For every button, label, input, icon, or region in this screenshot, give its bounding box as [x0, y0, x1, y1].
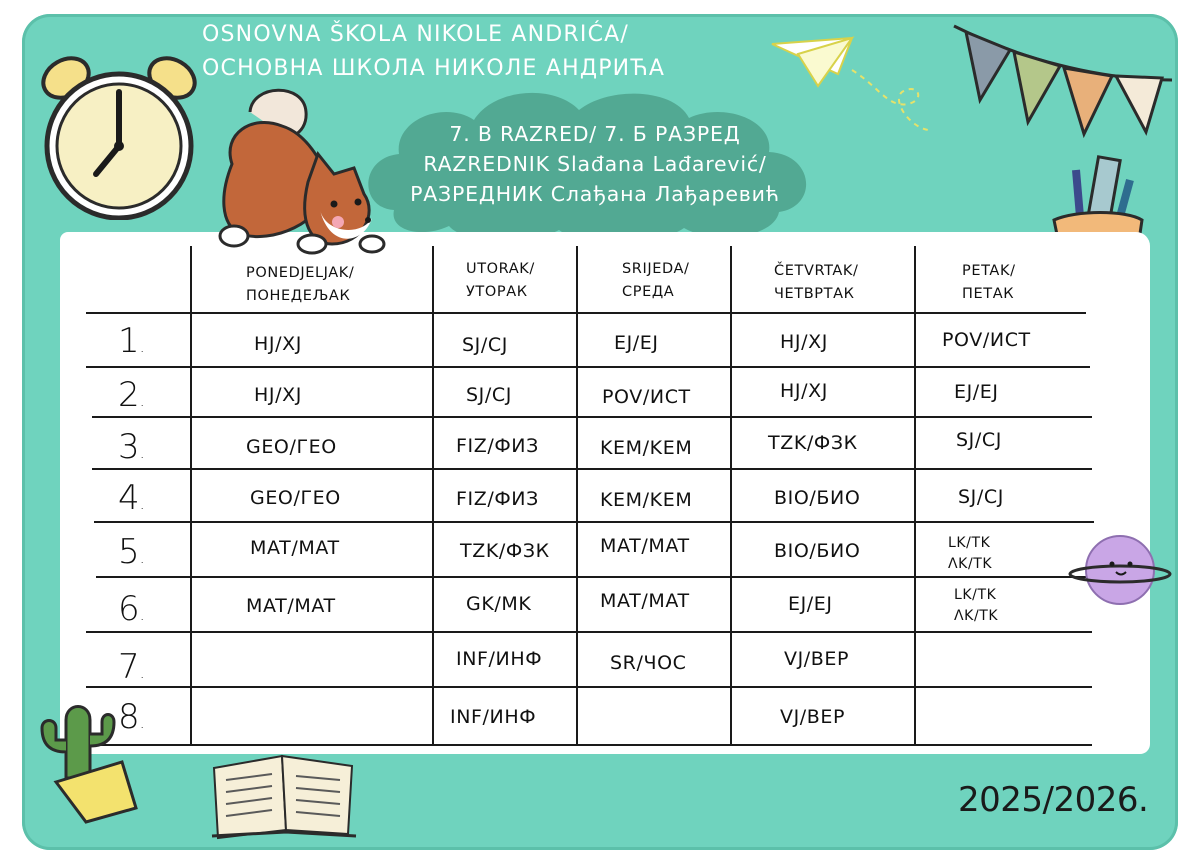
- table-line: [94, 521, 1094, 523]
- table-line: [86, 312, 1086, 314]
- subject-cell: BIO/БИО: [774, 540, 861, 562]
- period-number: 4.: [118, 478, 145, 518]
- subject-cell: GEO/ГЕО: [246, 436, 337, 458]
- subject-cell: KEM/KEM: [600, 437, 693, 459]
- alarm-clock-icon: [34, 48, 204, 220]
- subject-cell: TZK/ФЗК: [768, 432, 858, 454]
- table-line: [96, 576, 1092, 578]
- subject-cell: EJ/EJ: [788, 593, 833, 615]
- day-header-monday: PONEDJELJAK/ ПОНЕДЕЉАК: [246, 265, 355, 304]
- shiba-dog-illustration: [212, 84, 392, 260]
- open-book-icon: [206, 750, 362, 842]
- subject-cell: MAT/MAT: [600, 535, 690, 557]
- table-line: [730, 246, 732, 746]
- subject-cell: EJ/EJ: [614, 332, 659, 354]
- subject-cell: VJ/BEP: [784, 648, 850, 670]
- table-line: [86, 366, 1090, 368]
- subject-cell: HJ/XJ: [254, 384, 302, 406]
- table-line: [92, 416, 1092, 418]
- period-number: 7.: [118, 647, 145, 687]
- period-number: 1.: [118, 321, 145, 361]
- subject-cell: GEO/ГЕО: [250, 487, 341, 509]
- teacher-cyrillic: РАЗРЕДНИК Слађана Лађаревић: [410, 182, 780, 206]
- subject-cell: LK/TK ΛK/TK: [954, 587, 999, 624]
- table-line: [86, 631, 1092, 633]
- planet-icon: [1068, 530, 1172, 612]
- subject-cell: GK/MK: [466, 593, 532, 615]
- day-header-thursday: ČETVRTAK/ ЧЕТВРТАК: [774, 263, 859, 302]
- period-number: 5.: [118, 532, 145, 572]
- subject-cell: INF/ИНФ: [456, 648, 543, 670]
- table-line: [914, 246, 916, 746]
- period-number: 6.: [118, 589, 145, 629]
- school-year: 2025/2026.: [958, 780, 1149, 820]
- table-line: [86, 744, 1092, 746]
- subject-cell: POV/ИСТ: [602, 386, 691, 408]
- subject-cell: HJ/XJ: [780, 331, 828, 353]
- teacher-latin: RAZREDNIK Slađana Lađarević/: [423, 152, 767, 176]
- subject-cell: SJ/CJ: [958, 486, 1004, 508]
- subject-cell: SJ/CJ: [956, 429, 1002, 451]
- subject-cell: FIZ/ФИЗ: [456, 435, 539, 457]
- day-header-wednesday: SRIJEDA/ СРЕДА: [622, 261, 690, 300]
- day-header-friday: PETAK/ ПЕТАК: [962, 263, 1016, 302]
- subject-cell: SR/ЧОС: [610, 652, 687, 674]
- subject-cell: MAT/MAT: [250, 537, 340, 559]
- subject-cell: HJ/XJ: [780, 380, 828, 402]
- table-line: [86, 686, 1092, 688]
- subject-cell: FIZ/ФИЗ: [456, 488, 539, 510]
- table-line: [432, 246, 434, 746]
- period-number: 3.: [118, 427, 145, 467]
- subject-cell: KEM/KEM: [600, 489, 693, 511]
- school-name-cyrillic: ОСНОВНА ШКОЛА НИКОЛЕ АНДРИЋА: [202, 56, 666, 81]
- bunting-flags: [948, 18, 1178, 148]
- cactus-icon: [26, 698, 138, 826]
- subject-cell: SJ/CJ: [466, 384, 512, 406]
- subject-cell: MAT/MAT: [246, 595, 336, 617]
- subject-cell: TZK/ФЗК: [460, 540, 550, 562]
- subject-cell: EJ/EJ: [954, 381, 999, 403]
- period-number: 2.: [118, 375, 145, 415]
- subject-cell: POV/ИСТ: [942, 329, 1031, 351]
- subject-cell: VJ/BEP: [780, 706, 846, 728]
- subject-cell: BIO/БИО: [774, 487, 861, 509]
- table-line: [190, 246, 192, 746]
- class-line: 7. B RAZRED/ 7. Б РАЗРЕД: [449, 122, 741, 146]
- table-line: [576, 246, 578, 746]
- subject-cell: MAT/MAT: [600, 590, 690, 612]
- day-header-tuesday: UTORAK/ УТОРАК: [466, 261, 535, 300]
- subject-cell: SJ/CJ: [462, 334, 508, 356]
- school-name-latin: OSNOVNA ŠKOLA NIKOLE ANDRIĆA/: [202, 22, 630, 47]
- subject-cell: INF/ИНФ: [450, 706, 537, 728]
- period-number: 8.: [118, 697, 145, 737]
- table-line: [92, 468, 1092, 470]
- subject-cell: HJ/XJ: [254, 333, 302, 355]
- paper-airplane-icon: [768, 30, 938, 140]
- subject-cell: LK/TK ΛK/TK: [948, 535, 993, 572]
